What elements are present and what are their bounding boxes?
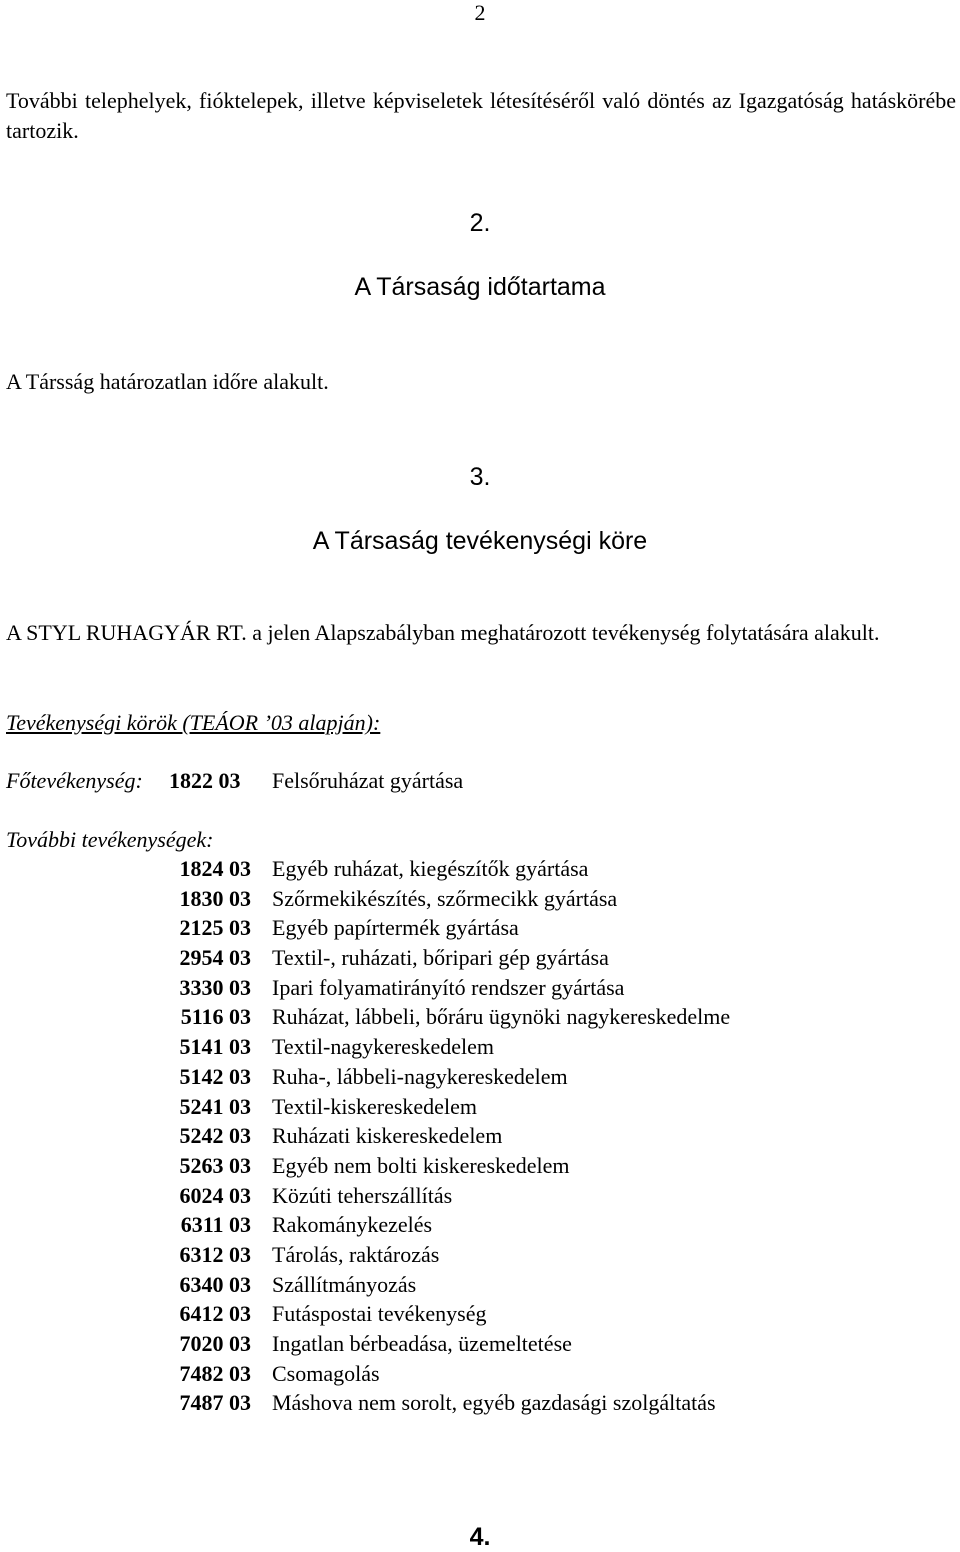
activity-desc: Szállítmányozás xyxy=(272,1271,417,1297)
activity-code: 5263 03 xyxy=(179,1152,251,1178)
list-item xyxy=(0,973,960,1003)
activity-desc: Ruházat, lábbeli, bőráru ügynöki nagykereskedelme xyxy=(272,1004,731,1030)
activity-desc: Textil-kiskereskedelem xyxy=(272,1093,477,1119)
list-item xyxy=(0,1002,960,1032)
activity-code: 6312 03 xyxy=(179,1241,251,1267)
list-item xyxy=(0,1299,960,1329)
activity-desc: Szőrmekikészítés, szőrmecikk gyártása xyxy=(272,885,618,911)
activity-code: 6340 03 xyxy=(179,1271,251,1297)
list-item xyxy=(0,943,960,973)
list-item xyxy=(0,1210,960,1240)
activity-code: 2954 03 xyxy=(179,945,251,971)
activity-code: 1830 03 xyxy=(179,885,251,911)
activity-desc: Egyéb nem bolti kiskereskedelem xyxy=(272,1152,570,1178)
main-activity-label-text: Főtevékenység: xyxy=(6,768,143,793)
list-item xyxy=(0,1329,960,1359)
activity-desc: Közúti teherszállítás xyxy=(272,1182,453,1208)
activity-code: 5241 03 xyxy=(179,1093,251,1119)
section-2-text: A Társság határozatlan időre alakult. xyxy=(6,369,329,394)
list-item xyxy=(0,1359,960,1389)
activity-desc: Textil-nagykereskedelem xyxy=(272,1034,495,1060)
activity-code: 5142 03 xyxy=(179,1063,251,1089)
list-item xyxy=(0,1151,960,1181)
main-activity-desc: Felsőruházat gyártása xyxy=(272,768,464,793)
activity-desc: Rakománykezelés xyxy=(272,1212,433,1238)
activity-code: 7487 03 xyxy=(179,1390,251,1416)
activity-desc: Egyéb ruházat, kiegészítők gyártása xyxy=(272,856,589,881)
list-item xyxy=(0,1388,960,1418)
list-item xyxy=(0,1240,960,1270)
activity-code: 7020 03 xyxy=(179,1331,251,1356)
activity-desc: Csomagolás xyxy=(272,1360,380,1386)
list-item xyxy=(0,854,960,884)
section-4-number: 4. xyxy=(469,1523,491,1551)
section-3-title: A Társaság tevékenységi köre xyxy=(312,527,648,555)
list-item xyxy=(0,1121,960,1151)
section-2-title: A Társaság időtartama xyxy=(354,273,606,301)
list-item xyxy=(0,1270,960,1300)
activity-desc: Egyéb papírtermék gyártása xyxy=(272,915,519,941)
activity-code: 2125 03 xyxy=(179,915,251,941)
intro-paragraph: További telephelyek, fióktelepek, illetve képviseletek létesítéséről való döntés az Igazgatóság hatáskörébe tartozik. xyxy=(6,88,956,143)
activity-desc: Ipari folyamatirányító rendszer gyártása xyxy=(272,974,625,1000)
list-item xyxy=(0,1092,960,1122)
list-item xyxy=(0,913,960,943)
list-item xyxy=(0,1181,960,1211)
activity-desc: Tárolás, raktározás xyxy=(272,1241,440,1267)
activity-code: 5242 03 xyxy=(179,1123,251,1149)
further-activities-label: További tevékenységek: xyxy=(6,827,214,852)
activity-code: 6412 03 xyxy=(179,1301,251,1327)
section-3-text: A STYL RUHAGYÁR RT. a jelen Alapszabályban meghatározott tevékenység folytatására alakult. xyxy=(6,620,880,645)
section-3-number: 3. xyxy=(469,463,491,491)
activity-desc: Máshova nem sorolt, egyéb gazdasági szolgáltatás xyxy=(272,1390,716,1416)
section-2-number: 2. xyxy=(469,209,491,237)
activity-desc: Futáspostai tevékenység xyxy=(272,1301,487,1327)
list-item xyxy=(0,1062,960,1092)
activity-list xyxy=(0,854,960,1418)
main-activity-label xyxy=(6,766,143,796)
activity-code: 5116 03 xyxy=(180,1004,251,1030)
page-number: 2 xyxy=(474,0,486,25)
activity-code: 1824 03 xyxy=(179,856,251,881)
activity-code: 7482 03 xyxy=(179,1360,251,1386)
activity-desc: Ruházati kiskereskedelem xyxy=(272,1123,503,1149)
activity-desc: Ruha-, lábbeli-nagykereskedelem xyxy=(272,1063,568,1089)
list-item xyxy=(0,1032,960,1062)
main-activity-code: 1822 03 xyxy=(169,768,241,793)
activity-desc: Textil-, ruházati, bőripari gép gyártása xyxy=(272,945,609,971)
activities-heading: Tevékenységi körök (TEÁOR ’03 alapján): xyxy=(6,710,381,735)
activity-code: 6311 03 xyxy=(180,1212,251,1238)
activity-desc: Ingatlan bérbeadása, üzemeltetése xyxy=(272,1331,572,1356)
activity-code: 6024 03 xyxy=(179,1182,251,1208)
activity-code: 3330 03 xyxy=(179,974,251,1000)
activity-code: 5141 03 xyxy=(179,1034,251,1060)
list-item xyxy=(0,884,960,914)
